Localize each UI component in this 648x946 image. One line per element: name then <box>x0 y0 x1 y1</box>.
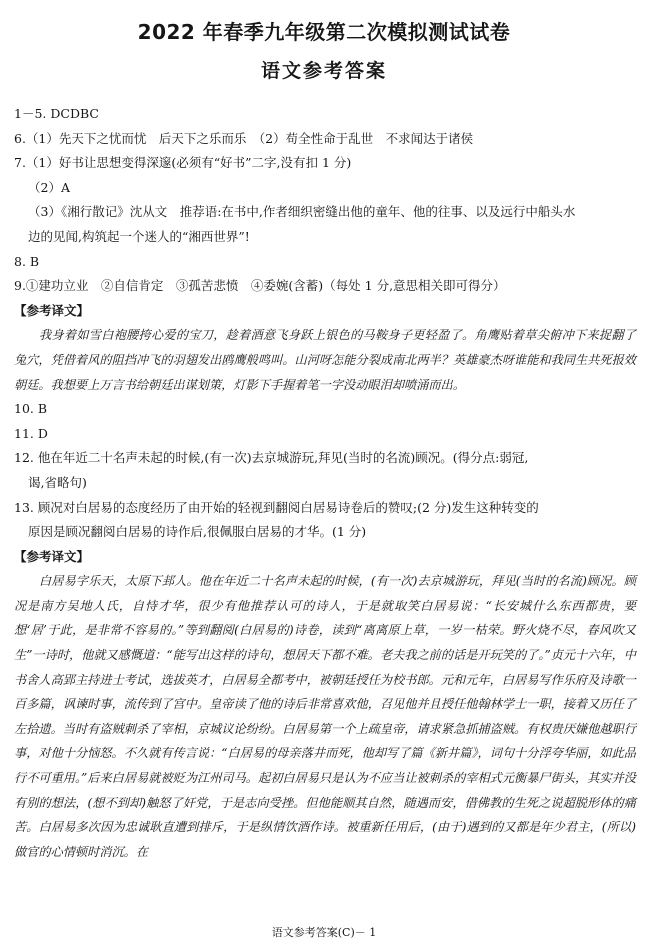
answer-1-5: 1－5. DCDBC <box>14 106 99 121</box>
answer-7-3-line2: 边的见闻,构筑起一个迷人的“湘西世界”! <box>28 228 250 244</box>
answer-7-2: （2）A <box>28 179 70 195</box>
answer-content <box>14 102 636 864</box>
page-subtitle: 语文参考答案 <box>260 60 387 82</box>
translation-1: 我身着如雪白袍腰挎心爱的宝刀，趁着酒意飞身跃上银色的马鞍身子更轻盈了。角鹰贴着草尖俯冲下来捉翻了兔穴，凭借着风的阻挡冲飞的羽翅发出鸥鹰般鸣叫。山河呀怎能分裂成南北两半？英雄豪杰呀谁能和我同生共死报效朝廷。我想要上万言书给朝廷出谋划策，灯影下手握着笔一字没动眼泪却喷涌而出。 <box>14 328 636 392</box>
translation-2: 白居易字乐天，太原下邽人。他在年近二十名声未起的时候，(有一次)去京城游玩，拜见(当时的名流)顾况。顾况是南方吴地人氏，自恃才华，很少有他推荐认可的诗人，于是就取笑白居易说：“长安城什么东西都贵，要想‘居’于此，是非常不容易的。”等到翻阅(白居易的)诗卷，读到“离离原上草，一岁一枯荣。野火烧不尽，春风吹又生”一诗时，他就又感慨道：“能写出这样的诗句，想居天下都不难。老夫我之前的话是开玩笑的了。”贞元十六年，中书舍人高郢主持进士考试，选拔英才，白居易全都考中，被朝廷授任为校书郎。元和元年，白居易写作乐府及诗歌一百多篇，讽谏时事，流传到了宫中。皇帝读了他的诗后非常喜欢他，召见他并且授任他翰林学士一职，接着又历任了左拾遗。当时有盗贼刺杀了宰相，京城议论纷纷。白居易第一个上疏皇帝，请求紧急抓捕盗贼。有权贵厌嫌他越职行事，对他十分恼怒。不久就有传言说：“白居易的母亲落井而死，他却写了篇《新井篇》，词句十分浮夸华丽，如此品行不可重用。”后来白居易就被贬为江州司马。起初白居易只是认为不应当让被刺杀的宰相式元衡暴尸街头，其实并没有别的想法，(想不到却)触怒了奸党，于是志向受挫。但他能顺其自然，随遇而安，借佛教的生死之说超脱形体的痛苦。白居易多次因为忠诚耿直遭到排斥，于是纵情饮酒作诗。被重新任用后，(由于)遇到的又都是年少君主，(所以)做官的心情顿时消沉。在 <box>14 574 636 859</box>
answer-6: 6.（1）先天下之忧而忧 后天下之乐而乐 （2）苟全性命于乱世 不求闻达于诸侯 <box>14 130 474 146</box>
page-footer: 语文参考答案(C)－ 1 <box>271 926 377 939</box>
answer-7-1: 7.（1）好书让思想变得深邃(必须有“好书”二字,没有扣 1 分) <box>14 155 352 171</box>
answer-8: 8. B <box>14 253 40 269</box>
answer-11: 11. D <box>14 425 48 441</box>
answer-13-line2: 原因是顾况翻阅白居易的诗作后,很佩服白居易的才华。(1 分) <box>28 524 367 540</box>
section-heading-translation-1: 【参考译文】 <box>14 302 90 318</box>
answer-10: 10. B <box>14 401 48 417</box>
answer-12-line1: 12. 他在年近二十名声未起的时候,(有一次)去京城游玩,拜见(当时的名流)顾况。(得分点:弱冠, <box>14 450 529 466</box>
answer-12-line2: 谒,省略句) <box>28 474 87 490</box>
page-title: 2022 年春季九年级第二次模拟测试试卷 <box>137 20 511 44</box>
section-heading-translation-2: 【参考译文】 <box>14 548 90 564</box>
answer-7-3-line1: （3）《湘行散记》沈从文 推荐语:在书中,作者细织密缝出他的童年、他的往事、以及远行中船头水 <box>28 204 576 220</box>
answer-9: 9.①建功立业 ②自信肯定 ③孤苦悲愤 ④委婉(含蓄)（每处 1 分,意思相关即可得分） <box>14 278 506 294</box>
answer-13-line1: 13. 顾况对白居易的态度经历了由开始的轻视到翻阅白居易诗卷后的赞叹;(2 分)发生这种转变的 <box>14 499 539 515</box>
